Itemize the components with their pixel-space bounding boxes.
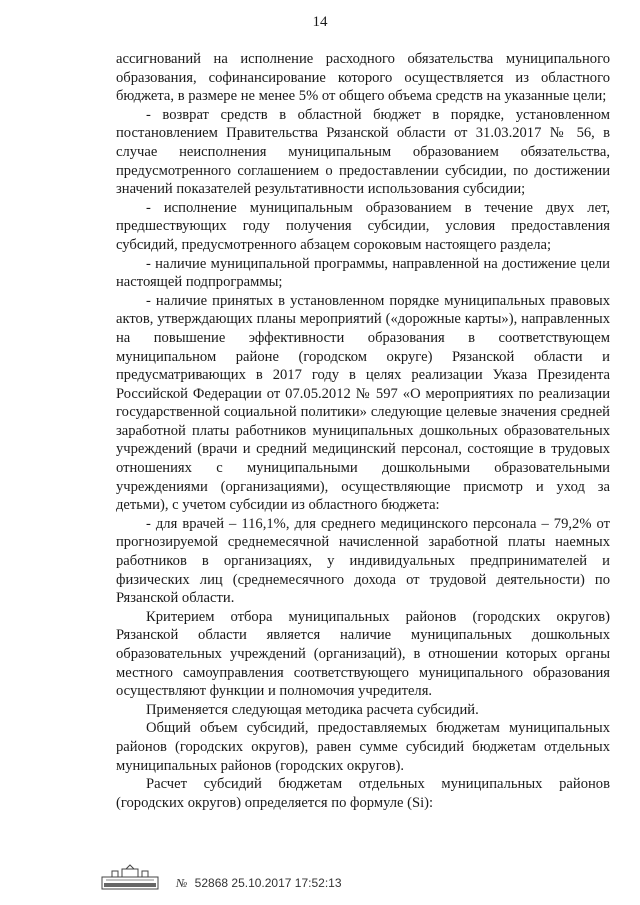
document-stamp-info (176, 864, 342, 891)
paragraph-bullet-return-funds: - возврат средств в областной бюджет в порядке, установленном постановлением Правительства Рязанской области от 31.03.2017 № 56, в случае неисполнения муниципальным образованием обязательства, предусмотренного соглашением о предоставлении субсидии, по достижении значений показателей результативности использования субсидии; (116, 106, 610, 198)
paragraph-bullet-legal-acts: - наличие принятых в установленном порядке муниципальных правовых актов, утверждающих планы мероприятий («дорожные карты»), направленных на повышение эффективности образования в соответствующем муниципальном районе (городском округе) Рязанской области и предусматривающих в 2017 году в целях реализации Указа Президента Российской Федерации от 07.05.2012 № 597 «О мероприятиях по реализации государственной социальной политики» следующие целевые значения средней заработной платы работников муниципальных дошкольных образовательных учреждений (врачи и средний медицинский персонал, состоящие в трудовых отношениях с муниципальными дошкольными образовательными учреждениями (организациями), осуществляющие присмотр и уход за детьми), с учетом субсидии из областного бюджета: (116, 292, 610, 514)
paragraph-total-volume: Общий объем субсидий, предоставляемых бюджетам муниципальных районов (городских округов), равен сумме субсидий бюджетам отдельных муниципальных районов (городских округов). (116, 720, 610, 774)
document-timestamp: 25.10.2017 17:52:13 (231, 875, 342, 890)
paragraph-bullet-municipal-program: - наличие муниципальной программы, направленной на достижение цели настоящей подпрограммы; (116, 255, 610, 291)
paragraph-selection-criterion: Критерием отбора муниципальных районов (городских округов) Рязанской области является наличие муниципальных дошкольных образовательных учреждений (организаций), в отношении которых органы местного самоуправления соответствующего муниципального образования осуществляют функции и полномочия учредителя. (116, 608, 610, 700)
document-number: 52868 (194, 875, 229, 890)
document-footer (100, 862, 342, 892)
paragraph-methodology-intro: Применяется следующая методика расчета субсидий. (146, 701, 479, 718)
paragraph-bullet-salary-targets: - для врачей – 116,1%, для среднего медицинского персонала – 79,2% от прогнозируемой среднемесячной начисленной заработной платы наемных работников в организациях, у индивидуальных предпринимателей и физических лиц (среднемесячного дохода от трудовой деятельности) по Рязанской области. (116, 515, 610, 607)
building-stamp-icon (100, 863, 160, 891)
number-symbol: № (176, 875, 188, 890)
paragraph-bullet-two-years-condition: - исполнение муниципальным образованием в течение двух лет, предшествующих году получения субсидии, условия предоставления субсидий, предусмотренного абзацем сороковым настоящего раздела; (116, 199, 610, 253)
paragraph-formula-intro: Расчет субсидий бюджетам отдельных муниципальных районов (городских округов) определяется по формуле (Si): (116, 776, 610, 811)
page-number: 14 (312, 14, 328, 30)
document-body (116, 50, 610, 812)
paragraph-continuation: ассигнований на исполнение расходного обязательства муниципального образования, софинансирование которого осуществляется из областного бюджета, в размере не менее 5% от общего объема средств на указанные цели; (116, 51, 610, 105)
